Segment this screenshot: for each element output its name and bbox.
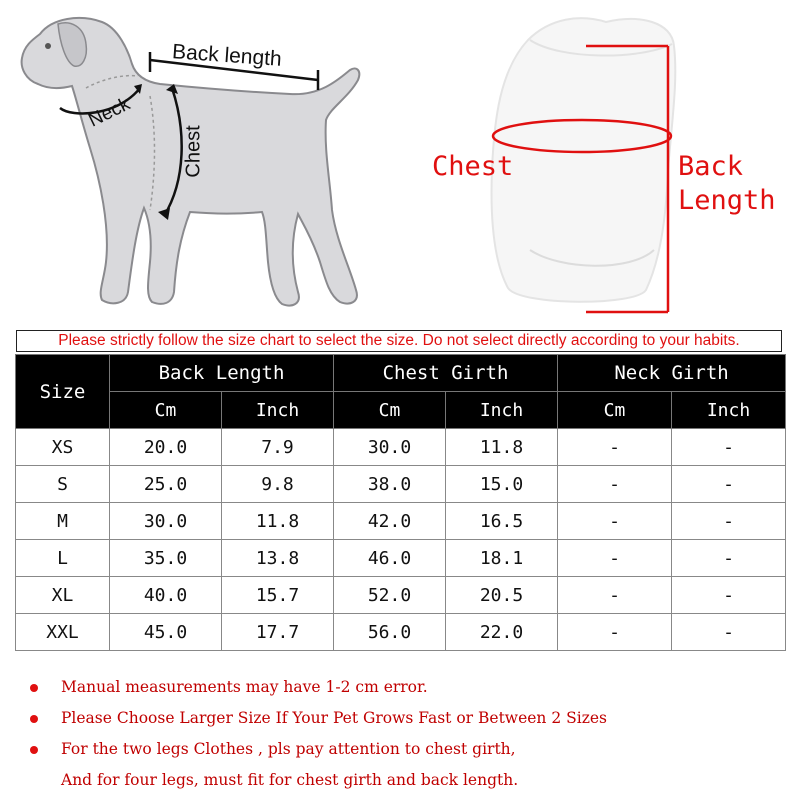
- table-cell: 16.5: [446, 503, 558, 540]
- bullet-icon: [30, 715, 38, 723]
- size-cell: M: [16, 503, 110, 540]
- table-cell: 7.9: [222, 429, 334, 466]
- table-cell: 20.0: [110, 429, 222, 466]
- table-cell: 22.0: [446, 614, 558, 651]
- garment-outline: [492, 18, 676, 302]
- table-cell: 15.7: [222, 577, 334, 614]
- dog-measurement-illustration: [0, 0, 400, 330]
- table-cell: 11.8: [446, 429, 558, 466]
- table-cell: 46.0: [334, 540, 446, 577]
- table-cell: 45.0: [110, 614, 222, 651]
- garment-length-label: Length: [678, 185, 776, 216]
- table-cell: 18.1: [446, 540, 558, 577]
- garment-chest-label: Chest: [432, 151, 514, 182]
- table-header-row: [16, 355, 786, 392]
- table-row: [16, 540, 786, 577]
- note-item: [30, 705, 780, 736]
- table-cell: -: [672, 429, 786, 466]
- note-text: Manual measurements may have 1-2 cm error.: [61, 678, 428, 696]
- back-length-header: Back Length: [110, 355, 334, 392]
- dog-eye: [45, 43, 51, 49]
- measurement-notes: [30, 674, 780, 798]
- note-text: For the two legs Clothes , pls pay attention to chest girth,: [61, 740, 516, 758]
- table-cell: 13.8: [222, 540, 334, 577]
- table-cell: 11.8: [222, 503, 334, 540]
- table-cell: -: [672, 540, 786, 577]
- size-notice-banner: Please strictly follow the size chart to select the size. Do not select directly according to your habits.: [16, 330, 782, 352]
- table-cell: 15.0: [446, 466, 558, 503]
- table-cell: -: [558, 466, 672, 503]
- table-cell: -: [672, 503, 786, 540]
- table-cell: -: [558, 429, 672, 466]
- unit-header-inch: Inch: [446, 392, 558, 429]
- garment-back-label: Back: [678, 151, 744, 182]
- size-cell: L: [16, 540, 110, 577]
- back-length-label: Back length: [171, 40, 283, 71]
- table-cell: 40.0: [110, 577, 222, 614]
- neck-girth-header: Neck Girth: [558, 355, 786, 392]
- unit-header-cm: Cm: [558, 392, 672, 429]
- size-cell: S: [16, 466, 110, 503]
- neck-label: Neck: [85, 93, 134, 132]
- table-cell: 20.5: [446, 577, 558, 614]
- table-cell: -: [672, 614, 786, 651]
- unit-header-cm: Cm: [334, 392, 446, 429]
- table-row: [16, 614, 786, 651]
- size-cell: XL: [16, 577, 110, 614]
- table-cell: 30.0: [110, 503, 222, 540]
- table-cell: -: [558, 614, 672, 651]
- bullet-icon: [30, 684, 38, 692]
- table-cell: -: [672, 577, 786, 614]
- size-chart-table: [15, 354, 786, 651]
- size-column-header: Size: [16, 355, 110, 429]
- size-cell: XS: [16, 429, 110, 466]
- chest-girth-header: Chest Girth: [334, 355, 558, 392]
- table-row: [16, 577, 786, 614]
- table-cell: -: [558, 577, 672, 614]
- table-row: [16, 429, 786, 466]
- note-text: Please Choose Larger Size If Your Pet Grows Fast or Between 2 Sizes: [61, 709, 607, 727]
- note-continuation: [30, 767, 780, 798]
- unit-header-inch: Inch: [222, 392, 334, 429]
- table-cell: 17.7: [222, 614, 334, 651]
- table-cell: -: [558, 503, 672, 540]
- table-cell: 35.0: [110, 540, 222, 577]
- table-row: [16, 503, 786, 540]
- note-item: [30, 736, 780, 767]
- chest-label: Chest: [182, 125, 205, 178]
- table-cell: -: [558, 540, 672, 577]
- unit-header-cm: Cm: [110, 392, 222, 429]
- size-cell: XXL: [16, 614, 110, 651]
- table-unit-row: [16, 392, 786, 429]
- unit-header-inch: Inch: [672, 392, 786, 429]
- table-cell: 52.0: [334, 577, 446, 614]
- table-cell: 38.0: [334, 466, 446, 503]
- table-cell: 42.0: [334, 503, 446, 540]
- table-cell: 56.0: [334, 614, 446, 651]
- table-row: [16, 466, 786, 503]
- note-text: And for four legs, must fit for chest girth and back length.: [61, 771, 519, 789]
- table-cell: 25.0: [110, 466, 222, 503]
- table-cell: 9.8: [222, 466, 334, 503]
- note-item: [30, 674, 780, 705]
- bullet-icon: [30, 746, 38, 754]
- table-cell: -: [672, 466, 786, 503]
- table-cell: 30.0: [334, 429, 446, 466]
